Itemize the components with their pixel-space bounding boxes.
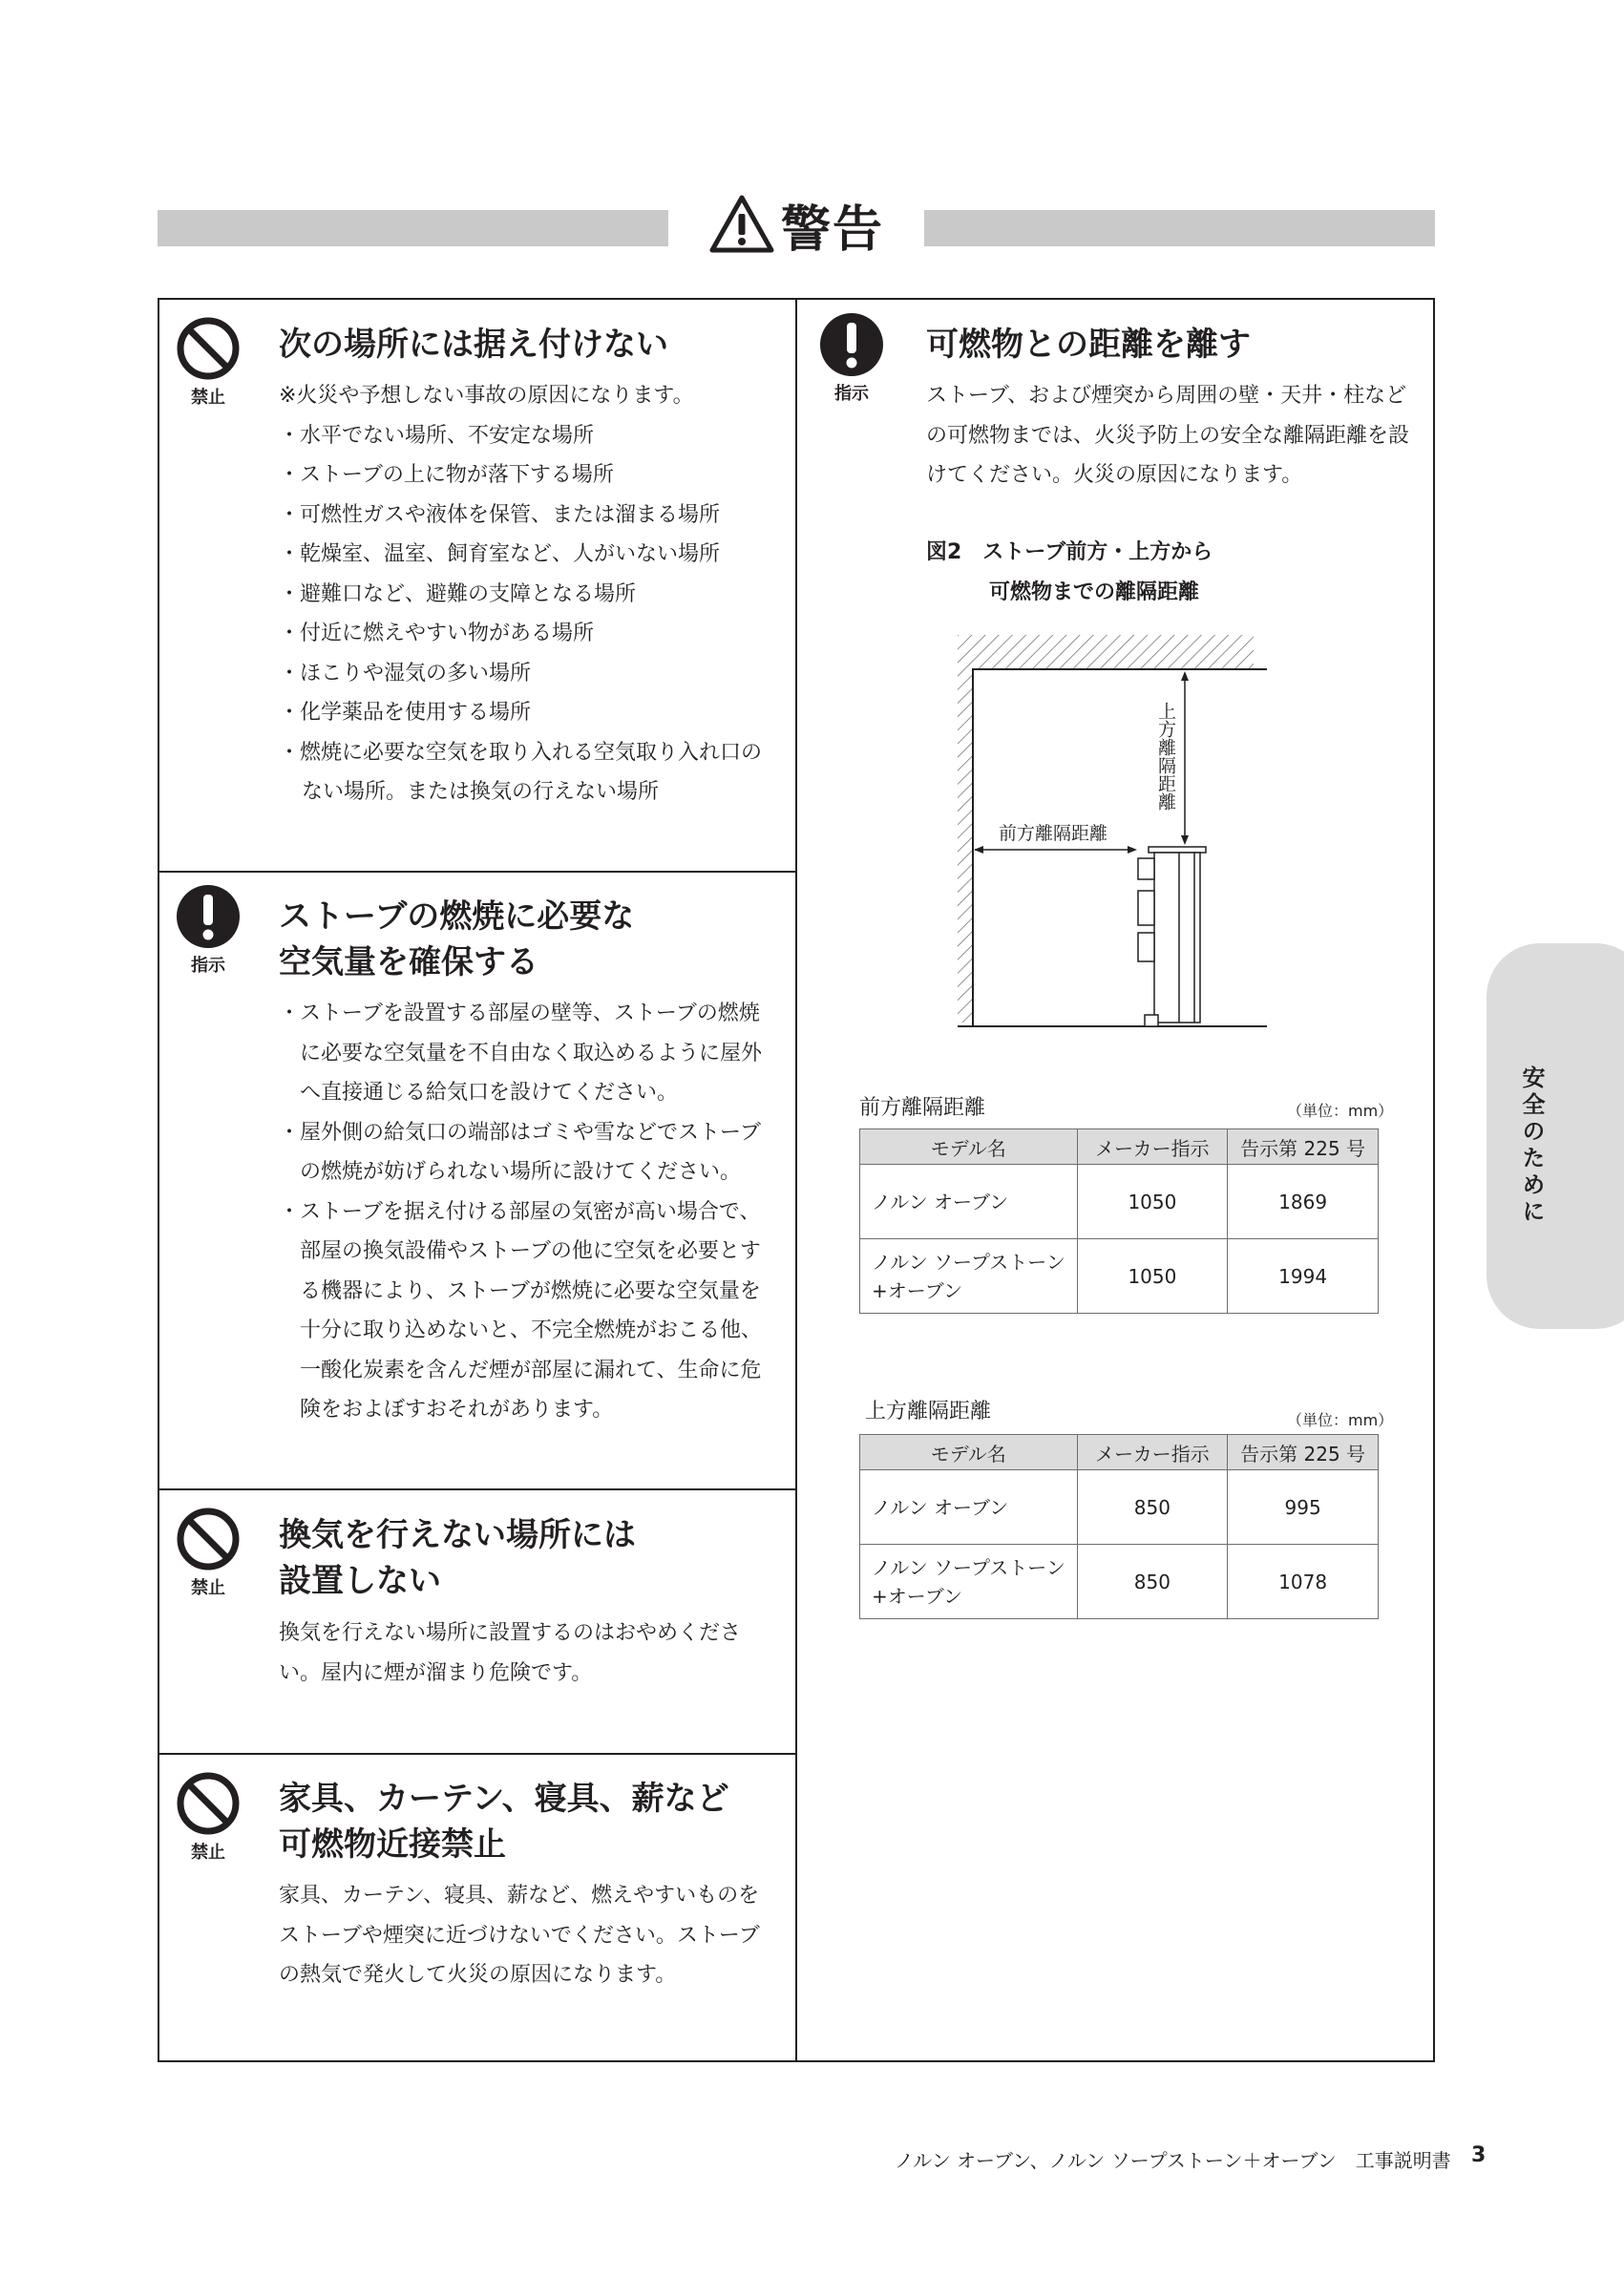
table-row: ノルン ソープストーン +オーブン 1050 1994 (860, 1239, 1379, 1314)
table-row: ノルン ソープストーン +オーブン 850 1078 (860, 1545, 1379, 1619)
instruction-icon (173, 883, 243, 977)
section-title: 次の場所には据え付けない (279, 326, 668, 364)
stove-side-view (1138, 847, 1206, 1026)
list-item: ・乾燥室、温室、飼育室など、人がいない場所 (279, 542, 721, 566)
section-divider (158, 1488, 797, 1490)
column-header: モデル名 (860, 1435, 1078, 1470)
list-item: ・屋外側の給気口の端部はゴミや雪などでストーブの燃焼が妨げられない場所に設けてください。 (279, 1120, 761, 1184)
list-item: ・燃焼に必要な空気を取り入れる空気取り入れ口のない場所。または換気の行えない場所 (279, 740, 763, 804)
prohibition-icon (173, 1506, 243, 1599)
section-side-tab[interactable] (1487, 943, 1624, 1329)
table-title: 上方離隔距離 (865, 1400, 992, 1424)
list-item: ・ストーブを据え付ける部屋の気密が高い場合で、部屋の換気設備やストーブの他に空気を必要とする機器により、ストーブが燃焼に必要な空気量を十分に取り込めないと、不完全燃焼がおこる他、一酸化炭素を含んだ煙が部屋に漏れて、生命に危険をおよぼすおそれがあります。 (279, 1199, 763, 1422)
unit-label: （単位：mm） (1287, 1411, 1394, 1429)
list-item: ・避難口など、避難の支障となる場所 (279, 581, 637, 606)
column-header: 告示第 225 号 (1228, 1435, 1379, 1470)
top-clearance-table (859, 1434, 1379, 1619)
note-line: ※火災や予想しない事故の原因になります。 (279, 384, 694, 408)
section-body: 家具、カーテン、寝具、薪など、燃えやすいものをストーブや煙突に近づけないでください。ストーブの熱気で発火して火災の原因になります。 (279, 1884, 760, 1987)
list-item: ・化学薬品を使用する場所 (279, 701, 532, 725)
front-clearance-label: 前方離隔距離 (999, 823, 1108, 844)
section-body: 換気を行えない場所に設置するのはおやめください。屋内に煙が溜まり危険です。 (279, 1621, 742, 1685)
table-row: ノルン オーブン 1050 1869 (860, 1165, 1379, 1239)
page-number: 3 (1471, 2143, 1487, 2167)
section-body: ストーブ、および煙突から周囲の壁・天井・柱などの可燃物までは、火災予防上の安全な離隔距離を設けてください。火災の原因になります。 (926, 384, 1410, 487)
header-bar-left (158, 210, 668, 246)
list-item: ・ほこりや湿気の多い場所 (279, 661, 532, 686)
section-title: 換気を行えない場所には 設置しない (279, 1516, 636, 1600)
icon-caption: 指示 (834, 384, 869, 404)
prohibition-icon (173, 315, 243, 409)
section-title: ストーブの燃焼に必要な 空気量を確保する (279, 897, 635, 981)
table-row: ノルン オーブン 850 995 (860, 1470, 1379, 1545)
icon-caption: 禁止 (191, 388, 225, 408)
icon-caption: 禁止 (191, 1578, 225, 1598)
warning-title: 警告 (781, 200, 885, 259)
section-title: 家具、カーテン、寝具、薪など 可燃物近接禁止 (279, 1780, 729, 1864)
instruction-icon (816, 311, 887, 405)
section-body (279, 376, 775, 812)
table-title: 前方離隔距離 (859, 1096, 986, 1120)
warning-triangle-icon (708, 193, 775, 256)
list-item: ・ストーブの上に物が落下する場所 (279, 463, 614, 487)
section-divider (158, 1753, 797, 1755)
list-item: ・可燃性ガスや液体を保管、または溜まる場所 (279, 502, 721, 527)
unit-label: （単位：mm） (1287, 1102, 1394, 1120)
list-item: ・ストーブを設置する部屋の壁等、ストーブの燃焼に必要な空気量を不自由なく取込めるように屋外へ直接通じる給気口を設けてください。 (279, 1002, 763, 1105)
section-divider (158, 871, 797, 873)
column-header: 告示第 225 号 (1228, 1129, 1379, 1165)
section-title: 可燃物との距離を離す (926, 326, 1251, 364)
header-bar-right (924, 210, 1435, 246)
warning-heading (708, 191, 884, 258)
icon-caption: 禁止 (191, 1843, 225, 1863)
top-clearance-label: 上方離隔距離 (1155, 702, 1176, 811)
column-header: モデル名 (860, 1129, 1078, 1165)
side-tab-label: 安全のために (1518, 1065, 1545, 1226)
column-divider (795, 298, 797, 2062)
footer-title: ノルン オーブン、ノルン ソープストーン＋オーブン 工事説明書 (895, 2149, 1451, 2172)
column-header: メーカー指示 (1077, 1435, 1228, 1470)
list-item: ・付近に燃えやすい物がある場所 (279, 622, 595, 645)
column-header: メーカー指示 (1077, 1129, 1228, 1165)
front-clearance-table (859, 1128, 1379, 1314)
icon-caption: 指示 (191, 956, 225, 976)
figure-caption: 図2 ストーブ前方・上方から 可燃物までの離隔距離 (926, 540, 1213, 604)
section-body (279, 994, 773, 1430)
list-item: ・水平でない場所、不安定な場所 (279, 423, 595, 448)
prohibition-icon (173, 1770, 243, 1864)
